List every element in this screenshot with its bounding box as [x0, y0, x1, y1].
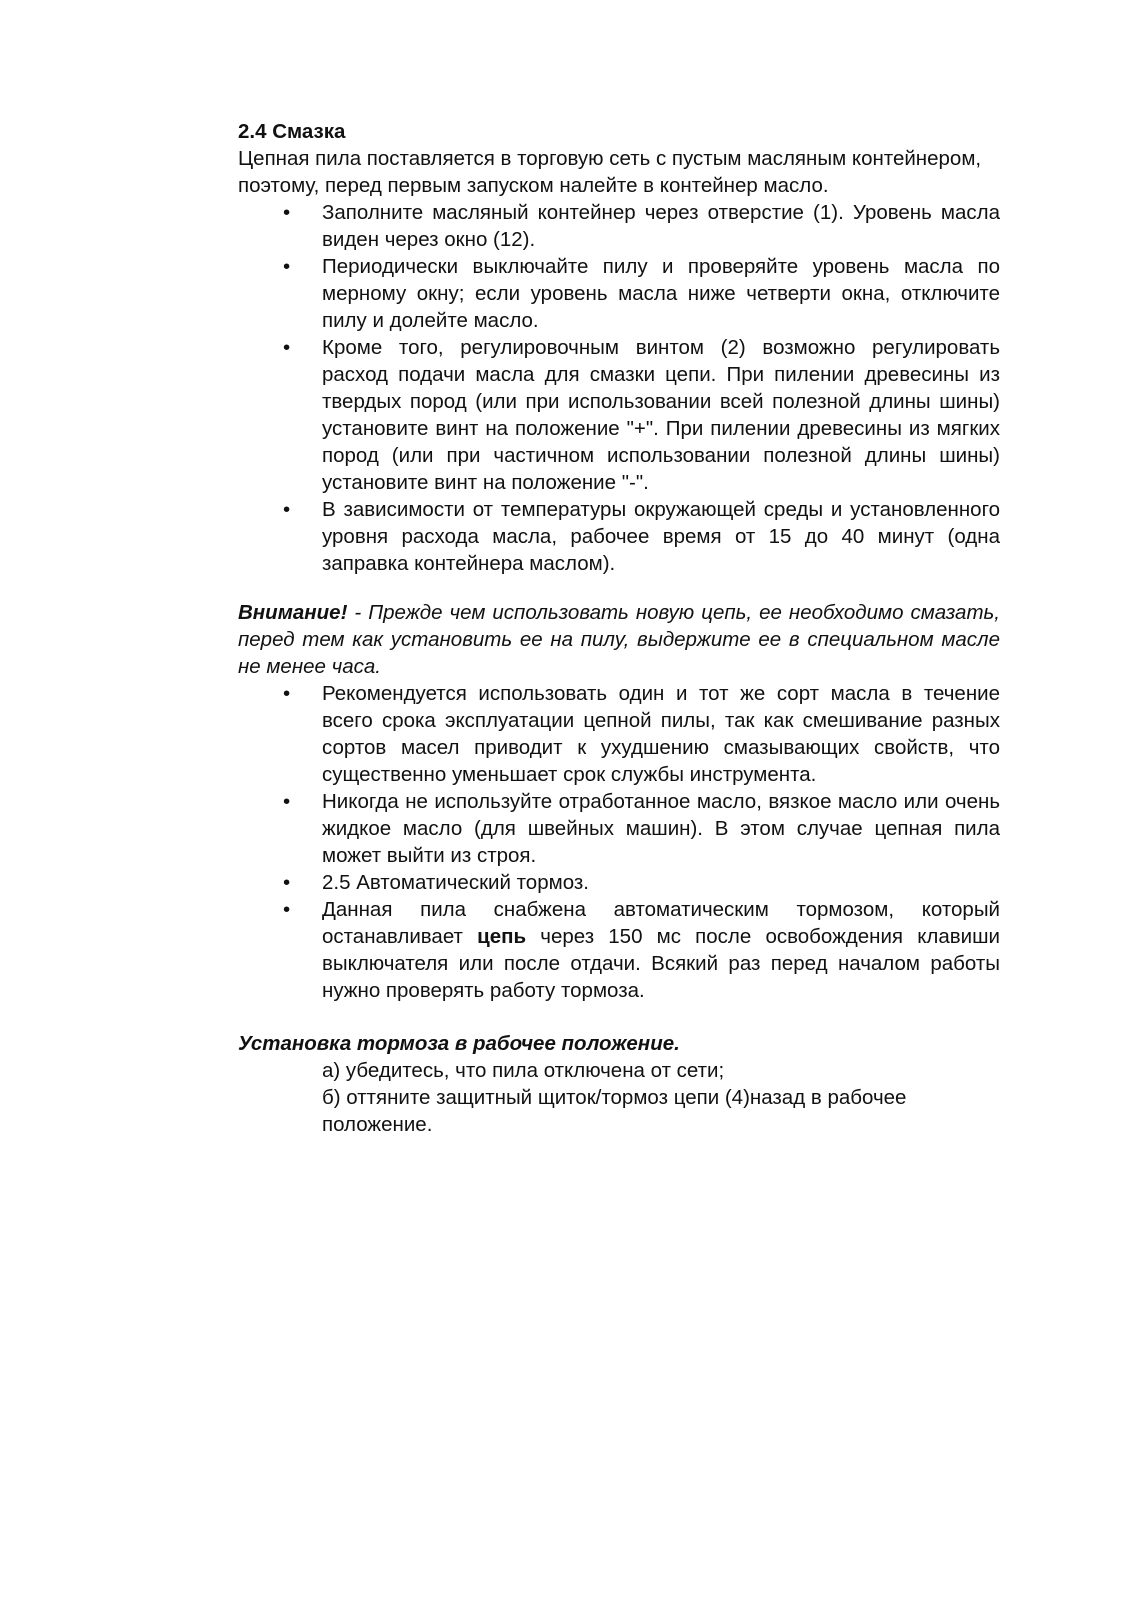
section-intro: Цепная пила поставляется в торговую сеть с пустым масляным контейнером, поэтому, перед первым запуском налейте в контейнер масло. [238, 147, 982, 197]
lubrication-list [238, 199, 1000, 577]
list-item [238, 496, 1000, 577]
list-item-text: Кроме того, регулировочным винтом (2) возможно регулировать расход подачи масла для смазки цепи. При пилении древесины из твердых пород (или при использовании всей полезной длины шины) установите винт на положение "+". При пилении древесины из мягких пород (или при частичном использовании полезной длины шины) установите винт на положение "-". [322, 336, 1000, 494]
bullet-icon: • [283, 790, 291, 813]
install-step-b: б) оттяните защитный щиток/тормоз цепи (4)назад в рабочее положение. [322, 1086, 907, 1136]
document-page [238, 118, 1000, 1138]
list-item [238, 788, 1000, 869]
install-heading: Установка тормоза в рабочее положение. [238, 1032, 680, 1055]
oil-recommendations-list [238, 680, 1000, 1004]
brake-text-bold: цепь [477, 925, 527, 948]
brake-text-before: Данная пила снабжена автоматическим тормозом, который останавливает [322, 898, 1000, 948]
list-item [238, 680, 1000, 788]
warning-lead: Внимание! [238, 601, 348, 624]
list-item [238, 869, 1000, 896]
bullet-icon: • [283, 682, 291, 705]
bullet-icon: • [283, 255, 291, 278]
install-steps [238, 1057, 1000, 1138]
list-item-text: Никогда не используйте отработанное масло, вязкое масло или очень жидкое масло (для швейных машин). В этом случае цепная пила может выйти из строя. [322, 790, 1000, 867]
install-step-a: а) убедитесь, что пила отключена от сети; [322, 1059, 725, 1082]
list-item [238, 199, 1000, 253]
list-item-text: 2.5 Автоматический тормоз. [322, 871, 589, 894]
warning-note [238, 599, 1000, 680]
list-item-brake [238, 896, 1000, 1004]
bullet-icon: • [283, 336, 291, 359]
list-item-text: Рекомендуется использовать один и тот же сорт масла в течение всего срока эксплуатации цепной пилы, так как смешивание разных сортов масел приводит к ухудшению смазывающих свойств, что существенно уменьшает срок службы инструмента. [322, 682, 1000, 786]
list-item [238, 334, 1000, 496]
bullet-icon: • [283, 201, 291, 224]
section-heading: 2.4 Смазка [238, 120, 346, 143]
list-item [238, 253, 1000, 334]
warning-text: - Прежде чем использовать новую цепь, ее необходимо смазать, перед тем как установить ее на пилу, выдержите ее в специальном масле не менее часа. [238, 601, 1000, 678]
list-item-text: Периодически выключайте пилу и проверяйте уровень масла по мерному окну; если уровень масла ниже четверти окна, отключите пилу и долейте масло. [322, 255, 1000, 332]
list-item-text: В зависимости от температуры окружающей среды и установленного уровня расхода масла, рабочее время от 15 до 40 минут (одна заправка контейнера маслом). [322, 498, 1000, 575]
bullet-icon: • [283, 898, 291, 921]
brake-text-after: через 150 мс после освобождения клавиши выключателя или после отдачи. Всякий раз перед началом работы нужно проверять работу тормоза. [322, 925, 1000, 1002]
bullet-icon: • [283, 498, 291, 521]
bullet-icon: • [283, 871, 291, 894]
list-item-text: Заполните масляный контейнер через отверстие (1). Уровень масла виден через окно (12). [322, 201, 1000, 251]
